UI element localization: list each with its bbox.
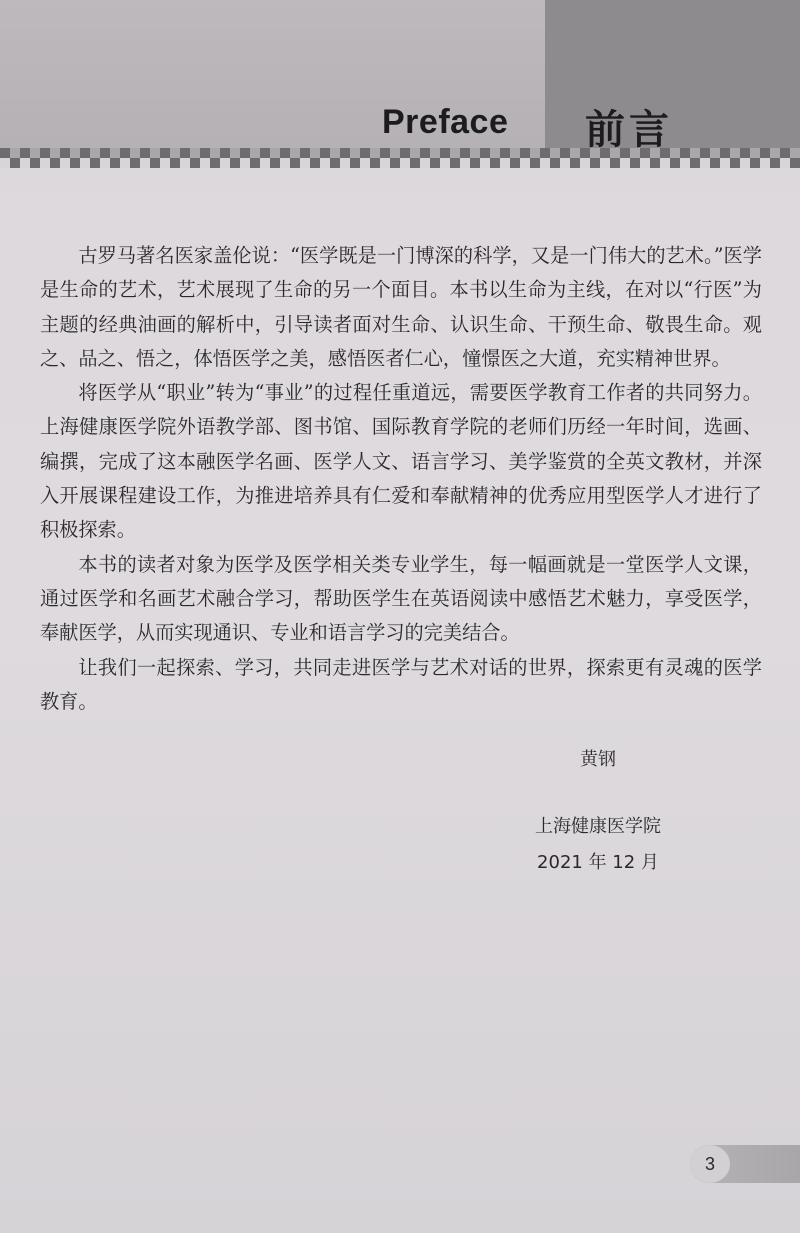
checker-cell <box>260 148 270 158</box>
checker-cell <box>70 158 80 168</box>
checker-cell <box>520 148 530 158</box>
checker-cell <box>440 158 450 168</box>
checker-cell <box>790 148 800 158</box>
checker-cell <box>0 148 10 158</box>
checker-cell <box>410 158 420 168</box>
checker-cell <box>150 148 160 158</box>
checker-cell <box>620 158 630 168</box>
header-title-chinese: 前言 <box>585 107 673 153</box>
checker-cell <box>180 148 190 158</box>
checker-cell <box>350 158 360 168</box>
checker-cell <box>790 158 800 168</box>
checker-cell <box>370 158 380 168</box>
checker-cell <box>760 158 770 168</box>
checker-cell <box>0 158 10 168</box>
checker-cell <box>330 148 340 158</box>
checker-cell <box>350 148 360 158</box>
checker-cell <box>560 158 570 168</box>
checker-cell <box>360 158 370 168</box>
checker-cell <box>390 158 400 168</box>
checker-cell <box>680 158 690 168</box>
checker-cell <box>700 158 710 168</box>
checker-cell <box>550 148 560 158</box>
checker-cell <box>80 158 90 168</box>
checker-cell <box>290 148 300 158</box>
checker-cell <box>200 148 210 158</box>
checker-cell <box>300 158 310 168</box>
checker-cell <box>280 148 290 158</box>
checker-cell <box>430 158 440 168</box>
checker-cell <box>720 148 730 158</box>
checker-cell <box>730 148 740 158</box>
checker-cell <box>710 158 720 168</box>
checker-cell <box>270 148 280 158</box>
preface-paragraph-1: 古罗马著名医家盖伦说：“医学既是一门博深的科学，又是一门伟大的艺术。”医学是生命的艺术，艺术展现了生命的另一个面目。本书以生命为主线，在对以“行医”为主题的经典油画的解析中，引导读者面对生命、认识生命、干预生命、敬畏生命。观之、品之、悟之，体悟医学之美，感悟医者仁心，憧憬医之大道，充实精神世界。 <box>40 244 762 370</box>
checker-cell <box>120 148 130 158</box>
checker-cell <box>420 158 430 168</box>
checker-cell <box>320 158 330 168</box>
preface-paragraph-4: 让我们一起探索、学习，共同走进医学与艺术对话的世界，探索更有灵魂的医学教育。 <box>40 655 762 713</box>
checker-cell <box>480 158 490 168</box>
checker-cell <box>240 148 250 158</box>
checker-cell <box>630 158 640 168</box>
checker-cell <box>290 158 300 168</box>
checker-cell <box>750 158 760 168</box>
checker-cell <box>370 148 380 158</box>
checker-cell <box>20 158 30 168</box>
checker-cell <box>780 158 790 168</box>
checker-cell <box>500 158 510 168</box>
checker-cell <box>200 158 210 168</box>
checker-cell <box>600 158 610 168</box>
checker-cell <box>510 148 520 158</box>
checker-cell <box>740 148 750 158</box>
checker-cell <box>400 158 410 168</box>
checker-cell <box>660 158 670 168</box>
checker-cell <box>470 158 480 168</box>
checker-cell <box>300 148 310 158</box>
checker-cell <box>610 158 620 168</box>
checker-cell <box>250 158 260 168</box>
checker-cell <box>130 158 140 168</box>
checker-cell <box>100 158 110 168</box>
checker-cell <box>190 158 200 168</box>
checker-cell <box>60 148 70 158</box>
checker-cell <box>430 148 440 158</box>
preface-body <box>40 239 762 719</box>
checker-cell <box>140 158 150 168</box>
checker-cell <box>530 158 540 168</box>
checker-cell <box>510 158 520 168</box>
checker-cell <box>770 148 780 158</box>
checker-cell <box>120 158 130 168</box>
checker-cell <box>700 148 710 158</box>
checker-cell <box>50 148 60 158</box>
checker-cell <box>280 158 290 168</box>
checker-cell <box>330 158 340 168</box>
checker-cell <box>780 148 790 158</box>
checker-cell <box>160 158 170 168</box>
checker-cell <box>540 158 550 168</box>
checker-cell <box>680 148 690 158</box>
checker-cell <box>210 148 220 158</box>
checker-cell <box>550 158 560 168</box>
checker-cell <box>40 148 50 158</box>
checker-cell <box>110 158 120 168</box>
checker-cell <box>410 148 420 158</box>
checker-cell <box>20 148 30 158</box>
checker-cell <box>70 148 80 158</box>
checker-cell <box>570 158 580 168</box>
checker-cell <box>560 148 570 158</box>
checker-cell <box>530 148 540 158</box>
checker-cell <box>260 158 270 168</box>
checker-cell <box>400 148 410 158</box>
checker-cell <box>340 158 350 168</box>
checker-cell <box>90 158 100 168</box>
checker-cell <box>360 148 370 158</box>
checker-cell <box>250 148 260 158</box>
checker-cell <box>730 158 740 168</box>
checker-cell <box>270 158 280 168</box>
checker-cell <box>380 148 390 158</box>
checker-cell <box>580 158 590 168</box>
checker-cell <box>210 158 220 168</box>
checker-cell <box>750 148 760 158</box>
checker-cell <box>450 158 460 168</box>
checker-cell <box>590 158 600 168</box>
checker-cell <box>60 158 70 168</box>
checker-cell <box>160 148 170 158</box>
checker-cell <box>130 148 140 158</box>
checker-cell <box>100 148 110 158</box>
checker-cell <box>170 148 180 158</box>
checker-cell <box>380 158 390 168</box>
checker-cell <box>740 158 750 168</box>
checker-cell <box>480 148 490 158</box>
checker-cell <box>470 148 480 158</box>
checker-cell <box>670 158 680 168</box>
checker-cell <box>30 148 40 158</box>
checker-cell <box>690 158 700 168</box>
signature-name: 黄钢 <box>580 749 616 770</box>
checker-cell <box>80 148 90 158</box>
checker-pattern <box>0 148 800 168</box>
checker-cell <box>570 148 580 158</box>
checker-cell <box>650 158 660 168</box>
checker-cell <box>170 158 180 168</box>
checker-cell <box>490 148 500 158</box>
checker-cell <box>220 158 230 168</box>
checker-cell <box>770 158 780 168</box>
checker-cell <box>720 158 730 168</box>
checker-cell <box>190 148 200 158</box>
checker-cell <box>230 158 240 168</box>
checker-cell <box>240 158 250 168</box>
checker-cell <box>450 148 460 158</box>
checker-cell <box>310 148 320 158</box>
checker-cell <box>140 148 150 158</box>
checker-cell <box>690 148 700 158</box>
checker-cell <box>440 148 450 158</box>
checker-cell <box>500 148 510 158</box>
preface-paragraph-3: 本书的读者对象为医学及医学相关类专业学生，每一幅画就是一堂医学人文课，通过医学和名画艺术融合学习，帮助医学生在英语阅读中感悟艺术魅力，享受医学，奉献医学，从而实现通识、专业和语言学习的完美结合。 <box>40 552 762 645</box>
checker-cell <box>390 148 400 158</box>
checker-cell <box>460 158 470 168</box>
header-title-english: Preface <box>382 103 509 141</box>
checker-cell <box>490 158 500 168</box>
checker-cell <box>710 148 720 158</box>
preface-paragraph-2: 将医学从“职业”转为“事业”的过程任重道远，需要医学教育工作者的共同努力。上海健康医学院外语教学部、图书馆、国际教育学院的老师们历经一年时间，选画、编撰，完成了这本融医学名画、医学人文、语言学习、美学鉴赏的全英文教材，并深入开展课程建设工作，为推进培养具有仁爱和奉献精神的优秀应用型医学人才进行了积极探索。 <box>40 381 762 542</box>
checker-cell <box>90 148 100 158</box>
checker-cell <box>30 158 40 168</box>
checker-cell <box>640 158 650 168</box>
signature-institution: 上海健康医学院 <box>535 816 661 837</box>
checker-cell <box>340 148 350 158</box>
checker-cell <box>10 158 20 168</box>
checker-cell <box>520 158 530 168</box>
checker-cell <box>320 148 330 158</box>
checker-cell <box>230 148 240 158</box>
checker-cell <box>10 148 20 158</box>
checker-cell <box>540 148 550 158</box>
checker-cell <box>310 158 320 168</box>
checker-cell <box>220 148 230 158</box>
checker-cell <box>40 158 50 168</box>
checker-cell <box>150 158 160 168</box>
signature-date: 2021 年 12 月 <box>537 852 659 873</box>
checker-cell <box>760 148 770 158</box>
checker-cell <box>460 148 470 158</box>
checker-cell <box>110 148 120 158</box>
checker-cell <box>420 148 430 158</box>
checker-cell <box>180 158 190 168</box>
checker-cell <box>50 158 60 168</box>
page-number: 3 <box>690 1145 730 1183</box>
